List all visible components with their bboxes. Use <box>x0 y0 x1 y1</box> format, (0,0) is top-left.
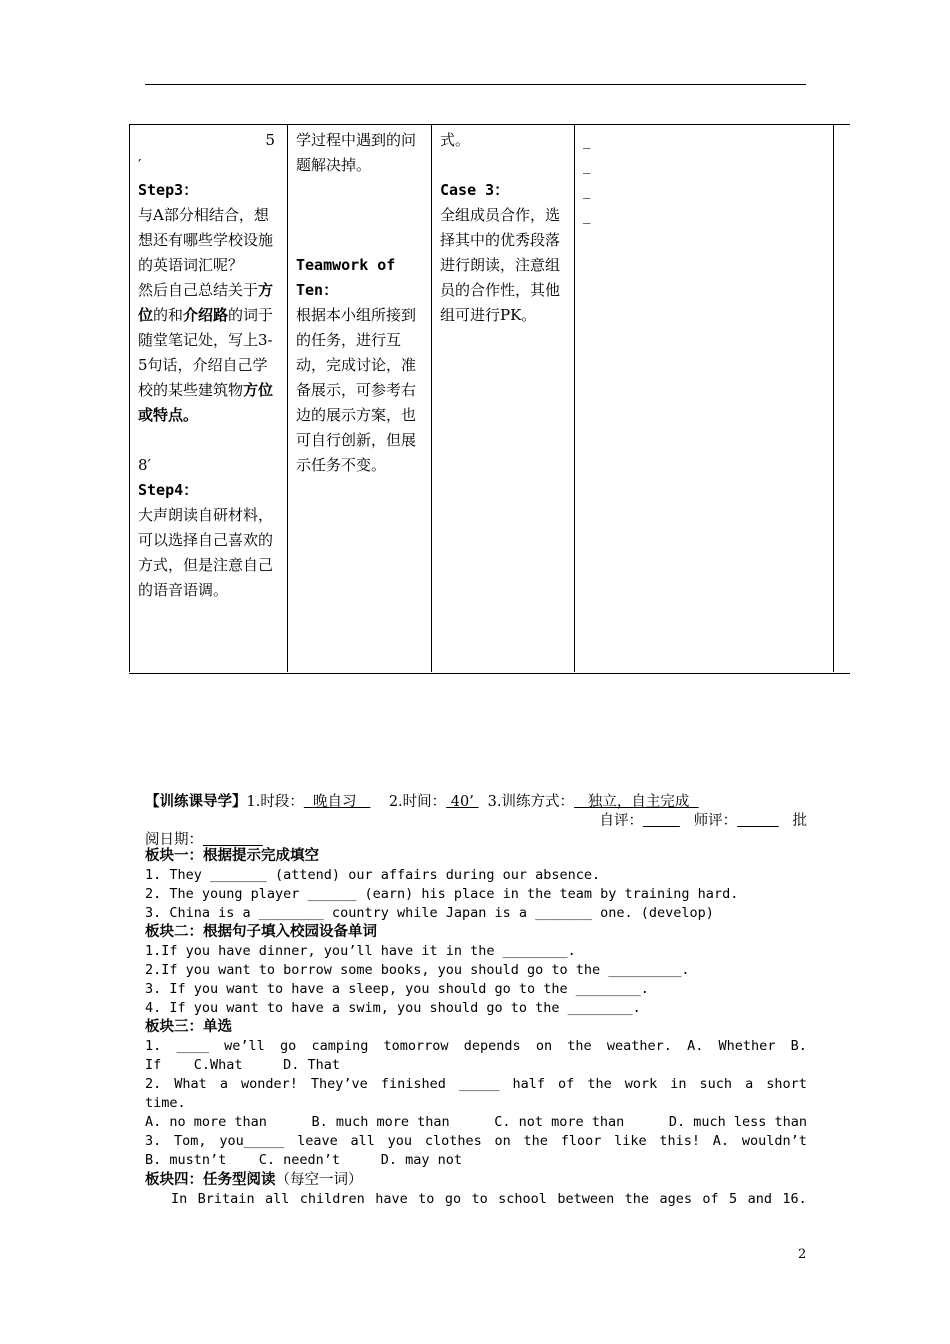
block4-title: 板块四：任务型阅读 <box>145 1172 276 1188</box>
note-mark: _ <box>583 181 591 199</box>
block1 <box>145 847 807 923</box>
mode-value: 独立，自主完成 <box>574 794 699 810</box>
review-blank <box>203 832 263 848</box>
block3-q1-options: If C.What D. That <box>145 1057 341 1073</box>
time-value: 40’ <box>446 794 479 810</box>
block4-first-line: In Britain all children have to go to school between the ages of 5 and 16. <box>171 1191 807 1207</box>
teamwork-text: 根据本小组所接到的任务，进行互动，完成讨论，准备展示，可参考右边的展示方案，也可自行创新，但展示任务不变。 <box>296 306 417 474</box>
block3-q1-line: 1. ____ we’ll go camping tomorrow depends on the weather. A. Whether B. <box>145 1038 807 1054</box>
block2-line: 4. If you want to have a swim, you should go to the ________. <box>145 1000 641 1016</box>
review-label-a: 批 <box>792 813 807 829</box>
table-divider-3 <box>574 124 575 672</box>
self-eval-blank <box>643 813 680 829</box>
time-label-5: 5 <box>265 131 275 149</box>
block1-line: 2. The young player ______ (earn) his place in the team by training hard. <box>145 886 739 902</box>
mode-label: 3.训练方式： <box>487 794 575 810</box>
table-column-teamwork <box>296 128 426 478</box>
block3-q3-line: 3. Tom, you_____ leave all you clothes on the floor like this! A. wouldn’t <box>145 1133 807 1149</box>
self-eval-label: 自评： <box>599 813 643 829</box>
block4-title-note: （每空一词） <box>275 1172 363 1188</box>
table-divider-1 <box>287 124 288 672</box>
step3-text-a: 与A部分相结合，想想还有哪些学校设施的英语词汇呢？ <box>138 206 274 274</box>
block3-title: 板块三：单选 <box>145 1019 232 1035</box>
case-title: Case 3： <box>440 181 510 199</box>
teacher-eval-blank <box>737 813 778 829</box>
step3-text-b: 然后自己总结关于方位的和介绍路的词于随堂笔记处，写上3-5句话，介绍自己学校的某些建筑物方位或特点。 <box>138 281 274 424</box>
note-mark: _ <box>583 206 591 224</box>
header-rule <box>145 84 806 85</box>
teamwork-title: Teamwork of Ten： <box>296 256 396 299</box>
note-mark: _ <box>583 131 591 149</box>
block3-q2-cont: time. <box>145 1095 186 1111</box>
review-label-b: 阅日期： <box>145 832 203 848</box>
table-column-steps <box>138 128 278 603</box>
table-divider-2 <box>431 124 432 672</box>
block2 <box>145 923 807 1018</box>
time-label: 2.时间： <box>388 794 447 810</box>
block1-line: 3. China is a ________ country while Japan is a _______ one. (develop) <box>145 905 714 921</box>
teacher-eval-label: 师评： <box>693 813 738 829</box>
block2-title: 板块二：根据句子填入校园设备单词 <box>145 924 377 940</box>
block2-line: 1.If you have dinner, you’ll have it in the ________. <box>145 943 576 959</box>
training-header <box>145 793 807 850</box>
step3-title: Step3： <box>138 181 199 199</box>
teamwork-intro: 学过程中遇到的问题解决掉。 <box>296 131 417 174</box>
period-value: 晚自习 <box>303 794 371 810</box>
block1-line: 1. They _______ (attend) our affairs during our absence. <box>145 867 601 883</box>
page-number: 2 <box>798 1247 807 1262</box>
table-column-notes <box>583 128 643 228</box>
block3-q2-line: 2. What a wonder! They’ve finished _____ half of the work in such a short <box>145 1076 807 1092</box>
block3-q3-options: B. mustn’t C. needn’t D. may not <box>145 1152 462 1168</box>
block3 <box>145 1018 807 1170</box>
time-mark: ′ <box>138 156 142 174</box>
training-header-label: 【训练课导学】 <box>145 794 247 810</box>
block2-line: 2.If you want to borrow some books, you should go to the _________. <box>145 962 690 978</box>
period-label: 1.时段： <box>246 794 304 810</box>
time-label-8: 8′ <box>138 456 151 474</box>
block1-title: 板块一：根据提示完成填空 <box>145 848 319 864</box>
step4-text: 大声朗读自研材料，可以选择自己喜欢的方式，但是注意自己的语音语调。 <box>138 506 274 599</box>
note-mark: _ <box>583 156 591 174</box>
case-intro: 式。 <box>440 131 471 149</box>
table-column-case <box>440 128 568 328</box>
step4-title: Step4： <box>138 481 199 499</box>
block4 <box>145 1171 807 1209</box>
block2-line: 3. If you want to have a sleep, you should go to the ________. <box>145 981 649 997</box>
table-border-left <box>129 124 130 672</box>
case-text: 全组成员合作，选择其中的优秀段落进行朗读，注意组员的合作性，其他组可进行PK。 <box>440 206 561 324</box>
block3-q2-options: A. no more than B. much more than C. not more than D. much less than <box>145 1114 807 1130</box>
table-divider-4 <box>833 124 834 672</box>
